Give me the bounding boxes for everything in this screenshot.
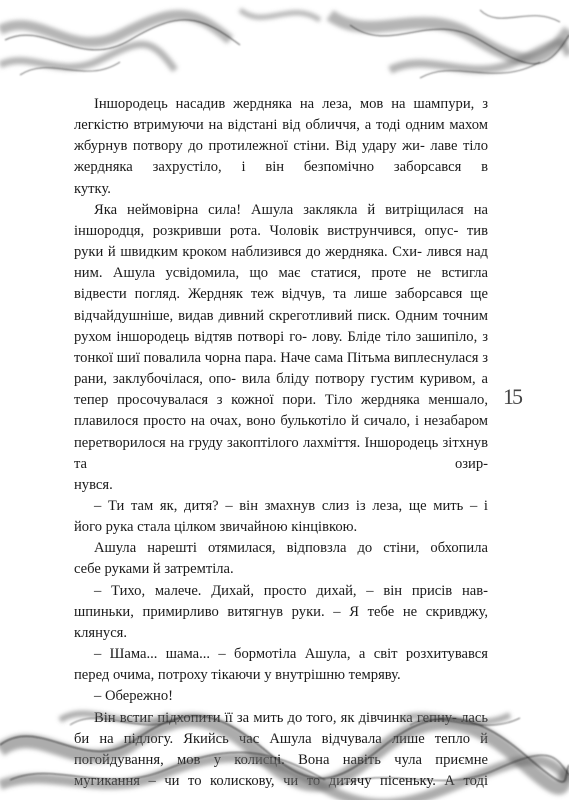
paragraph [74,94,488,179]
text-line: мугикання – чи то колискову, чи то дитячу пісеньку. А тоді [74,773,488,789]
text-line: лась би на підлогу. Якийсь час Ашула відчувала лише тепло [74,709,488,747]
paragraph-end [74,179,488,200]
paragraph-end [74,559,488,580]
paragraph [74,200,488,475]
text-line: на груду закоптілого лахміття. Іншородець зітхнув та озир- [74,434,488,472]
page-number: 15 [503,384,521,409]
paragraph [74,686,488,707]
text-line: Ашула нарешті отямилася, відповзла до стіни, обхопила [94,540,488,557]
text-line: шпиньки, примирливо витягнув руки. – Я тебе не скривджу, [74,603,488,620]
text-line: нувся. [74,476,113,493]
text-line: – Тихо, малече. Дихай, просто дихай, – він присів нав- [94,582,488,599]
text-line: лаве тіло жердняка захрустіло, і він безпомічно заборсався в [74,138,488,176]
text-line: перед очима, потроху тікаючи у внутрішню темряву. [74,667,401,684]
text-line: тив руки й швидким кроком наблизився до жердняка. Схи- [74,222,488,261]
text-line: заборсався ще відчайдушніше, видав дивний скреготливий [74,286,488,324]
paragraph [74,708,488,793]
text-line: кожної пори. Тіло жердняка меншало, плавилося просто на [74,392,488,430]
text-line: іншородця, розкривши рота. Чоловік виструнчився, опус- [74,222,459,239]
text-line: з легкістю втримуючи на відстані від обличчя, а тоді одним [74,96,488,134]
paragraph [74,644,488,665]
paragraph-end [74,623,488,644]
text-line: клянуся. [74,624,128,641]
book-text [74,94,488,792]
text-line: й погойдування, мов у колисці. Вона навіть чула приємне [74,730,488,768]
text-line: вила бліду потвору густим куривом, а тепер просочувалася з [74,371,488,409]
paragraph [74,496,488,517]
text-line: писк. Одним точним рухом іншородець відтяв потворі го- [74,307,488,345]
text-line: не встигла відвести погляд. Жердняк теж відчув, та лише [74,265,488,303]
text-line: Наче сама Пітьма виплеснулася з рани, заклубочілася, опо- [74,349,488,388]
text-line: Іншородець насадив жердняка на леза, мов на шампури, [94,96,475,112]
paragraph-end [74,517,488,538]
text-line: – Обережно! [94,688,174,705]
text-line: очах, воно булькотіло й сичало, і незабаром перетворилося [74,413,488,451]
smoke-decoration-top [0,0,569,95]
text-line: лову. Бліде тіло зашипіло, з тонкої шиї повалила чорна пара. [74,328,488,366]
text-line: себе руками й затремтіла. [74,561,234,578]
text-line: Він встиг підхопити її за мить до того, як дівчинка гепну- [94,709,457,726]
text-line: – Шама... шама... – бормотіла Ашула, а світ розхитувався [94,646,488,663]
text-line: його рука стала цілком звичайною кінцівкою. [74,519,358,536]
paragraph [74,538,488,559]
paragraph [74,581,488,623]
text-line: кутку. [74,180,111,197]
text-line: Яка неймовірна сила! Ашула заклякла й витріщилася на [94,201,488,218]
paragraph-end [74,475,488,496]
text-line: махом жбурнув потвору до протилежної стіни. Від удару жи- [74,117,488,155]
text-line: лився над ним. Ашула усвідомила, що має статися, проте [74,244,488,282]
text-line: – Ти там як, дитя? – він змахнув слиз із леза, ще мить – і [94,497,488,514]
paragraph-end [74,665,488,686]
